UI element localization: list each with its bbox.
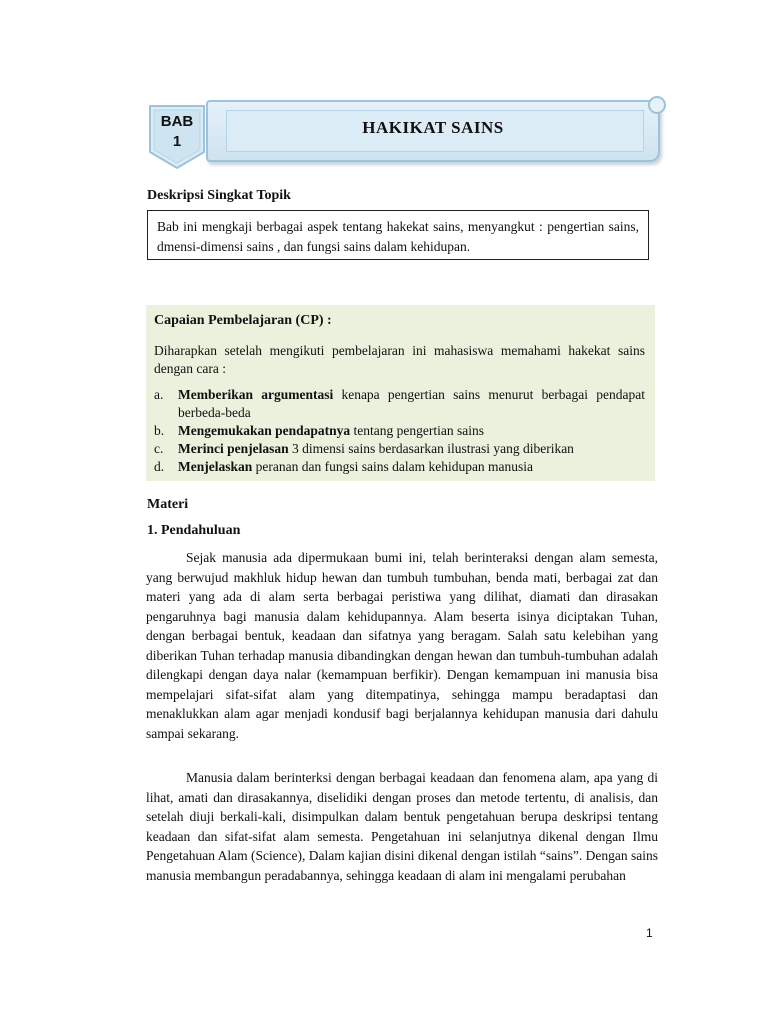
chapter-tag-label: BAB <box>160 113 194 130</box>
chapter-tag-number: 1 <box>172 133 182 150</box>
item-keyword: Mengemukakan pendapatnya <box>178 423 351 438</box>
section-heading: 1. Pendahuluan <box>147 523 241 538</box>
learning-outcome-item <box>154 458 645 476</box>
item-text: 3 dimensi sains berdasarkan ilustrasi yang diberikan <box>288 441 574 456</box>
learning-outcome-item <box>154 440 645 458</box>
item-letter: d. <box>154 459 165 474</box>
chapter-title: HAKIKAT SAINS <box>362 118 504 137</box>
paragraph-1: Sejak manusia ada dipermukaan bumi ini, telah berinteraksi dengan alam semesta, yang berwujud makhluk hidup hewan dan tumbuh tumbuhan, benda mati, berbagai zat dan materi yang ada di alam serta berbagai peristiwa yang dilihat, diamati dan dirasakan pengaruhnya bagi manusia dalam kehidupannya. Alam beserta isinya diciptakan Tuhan, dengan berbagai bentuk, keadaan dan sifatnya yang beragam. Salah satu kelebihan yang diberikan Tuhan terhadap manusia dibandingkan dengan hewan dan tumbuh-tumbuhan adalah dilengkapi dengan daya nalar (kemampuan berfikir). Dengan kemampuan ini manusia bisa mempelajari sifat-sifat alam yang ditempatinya, sehingga mampu beradaptasi dan menaklukkan alam agar menjadi kondusif bagi berjalannya kehidupan manusia dari dahulu sampai sekarang. <box>146 550 658 741</box>
item-letter: c. <box>154 441 164 456</box>
item-letter: b. <box>154 423 165 438</box>
chapter-banner <box>206 100 660 162</box>
banner-curl-decoration <box>648 96 666 114</box>
item-keyword: Merinci penjelasan <box>178 441 289 456</box>
description-box <box>147 210 649 260</box>
materi-label: Materi <box>147 497 189 512</box>
description-label: Deskripsi Singkat Topik <box>147 188 291 203</box>
learning-outcomes-title: Capaian Pembelajaran (CP) : <box>154 313 332 328</box>
page-number: 1 <box>646 926 653 940</box>
item-letter: a. <box>154 387 164 402</box>
item-text: kenapa pengertian sains menurut berbagai pendapat berbeda-beda <box>178 387 645 420</box>
item-text: peranan dan fungsi sains dalam kehidupan manusia <box>252 459 534 474</box>
learning-outcome-item <box>154 422 645 440</box>
item-keyword: Menjelaskan <box>178 459 253 474</box>
learning-outcomes-list <box>154 386 645 476</box>
paragraph-2: Manusia dalam berinterksi dengan berbagai keadaan dan fenomena alam, apa yang di lihat, amati dan dirasakannya, diselidiki dengan proses dan metode tertentu, di analisis, dan setelah diuji berkali-kali, disimpulkan dalam bentuk pengetahuan berupa deskripsi tentang keadaan dan sifat-sifat alam semesta. Pengetahuan ini selanjutnya dikenal dengan Ilmu Pengetahuan Alam (Science), Dalam kajian disini dikenal dengan istilah “sains”. Dengan sains manusia membangun peradabannya, sehingga keadaan di alam ini mengalami perubahan <box>146 770 658 883</box>
item-keyword: Memberikan argumentasi <box>178 387 334 402</box>
learning-outcome-item <box>154 386 645 422</box>
chapter-tag <box>148 104 206 170</box>
description-text: Bab ini mengkaji berbagai aspek tentang hakekat sains, menyangkut : pengertian sains, dmensi-dimensi sains , dan fungsi sains dalam kehidupan. <box>157 219 639 254</box>
item-text: tentang pengertian sains <box>350 423 485 438</box>
learning-outcomes-box <box>146 305 655 481</box>
learning-outcomes-intro: Diharapkan setelah mengikuti pembelajaran ini mahasiswa memahami hakekat sains dengan cara : <box>154 343 645 376</box>
